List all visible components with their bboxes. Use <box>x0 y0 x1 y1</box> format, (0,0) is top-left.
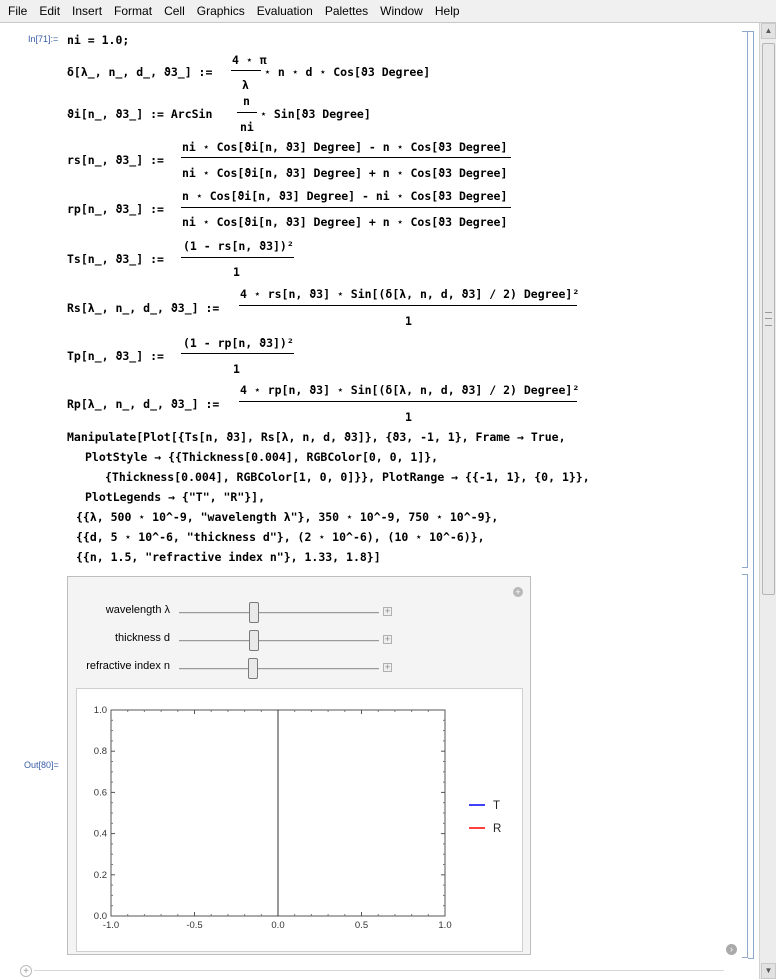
y-tick-label: 0.4 <box>93 828 107 840</box>
cell-insertion-line <box>34 970 724 971</box>
insert-cell-plus-icon[interactable]: + <box>20 965 32 977</box>
code-rs2-den[interactable]: 1 <box>405 314 412 328</box>
menu-edit[interactable]: Edit <box>39 4 61 18</box>
y-tick-label: 0.8 <box>93 746 107 758</box>
code-manipulate-1[interactable]: Manipulate[Plot[{Ts[n, ϑ3], Rs[λ, n, d, ϑ3]}, {ϑ3, -1, 1}, Frame → True, <box>67 430 566 444</box>
slider-expand-icon[interactable]: + <box>384 634 391 644</box>
slider-track[interactable] <box>179 668 379 670</box>
slider-label: wavelength λ <box>105 604 170 616</box>
scroll-down-button[interactable]: ▼ <box>761 963 776 979</box>
code-rs-den[interactable]: ni ⋆ Cos[ϑi[n, ϑ3] Degree] + n ⋆ Cos[ϑ3 Degree] <box>182 166 508 180</box>
code-ts-den[interactable]: 1 <box>233 265 240 279</box>
x-tick-label: 1.0 <box>438 920 452 931</box>
code-delta-den[interactable]: λ <box>242 78 249 92</box>
code-theta-den[interactable]: ni <box>240 120 254 134</box>
code-manipulate-6[interactable]: {{d, 5 ⋆ 10^-6, "thickness d"}, (2 ⋆ 10^-6), (10 ⋆ 10^-6)}, <box>76 530 485 544</box>
code-tp-num[interactable]: (1 - rp[n, ϑ3])² <box>183 336 294 350</box>
menu-help[interactable]: Help <box>434 4 460 18</box>
code-theta-num[interactable]: n <box>243 94 250 108</box>
code-rs2-num[interactable]: 4 ⋆ rs[n, ϑ3] ⋆ Sin[(δ[λ, n, d, ϑ3] / 2) Degree]² <box>240 287 580 301</box>
code-manipulate-2[interactable]: PlotStyle → {{Thickness[0.004], RGBColor[0, 0, 1]}, <box>85 450 439 464</box>
slider-expand-icon[interactable]: + <box>384 662 391 672</box>
code-ts-lhs[interactable]: Ts[n_, ϑ3_] := <box>67 252 164 266</box>
code-theta-lhs[interactable]: ϑi[n_, ϑ3_] := ArcSin <box>67 107 213 121</box>
code-manipulate-3[interactable]: {Thickness[0.004], RGBColor[1, 0, 0]}}, PlotRange → {{-1, 1}, {0, 1}}, <box>105 470 590 484</box>
code-manipulate-5[interactable]: {{λ, 500 ⋆ 10^-9, "wavelength λ"}, 350 ⋆ 10^-9, 750 ⋆ 10^-9}, <box>76 510 499 524</box>
y-tick-label: 0.2 <box>93 869 107 881</box>
cell-insert-icon[interactable]: › <box>726 944 737 955</box>
x-tick-label: 0.0 <box>271 920 285 931</box>
code-delta-rest[interactable]: ⋆ n ⋆ d ⋆ Cos[ϑ3 Degree] <box>264 65 431 79</box>
code-rp-num[interactable]: n ⋆ Cos[ϑi[n, ϑ3] Degree] - ni ⋆ Cos[ϑ3 Degree] <box>182 189 508 203</box>
vertical-scrollbar[interactable] <box>759 23 776 979</box>
code-ts-num[interactable]: (1 - rs[n, ϑ3])² <box>183 239 294 253</box>
slider-track[interactable] <box>179 612 379 614</box>
menu-format[interactable]: Format <box>114 4 153 18</box>
menu-window[interactable]: Window <box>380 4 423 18</box>
x-tick-label: 0.5 <box>354 920 369 931</box>
x-tick-label: -0.5 <box>186 920 203 931</box>
menu-graphics[interactable]: Graphics <box>196 4 245 18</box>
code-rp-lhs[interactable]: rp[n_, ϑ3_] := <box>67 202 164 216</box>
legend-label-r: R <box>493 823 502 835</box>
slider-label: thickness d <box>114 632 170 644</box>
scroll-up-button[interactable]: ▲ <box>761 23 776 39</box>
slider-expand-icon[interactable]: + <box>384 606 391 616</box>
code-rp2-num[interactable]: 4 ⋆ rp[n, ϑ3] ⋆ Sin[(δ[λ, n, d, ϑ3] / 2) Degree]² <box>240 383 580 397</box>
slider-thumb[interactable] <box>249 602 259 623</box>
group-cell-bracket[interactable] <box>748 31 754 959</box>
in-label: In[71]:= <box>28 34 59 44</box>
code-tp-lhs[interactable]: Tp[n_, ϑ3_] := <box>67 349 164 363</box>
code-tp-den[interactable]: 1 <box>233 362 240 376</box>
menu-insert[interactable]: Insert <box>72 4 103 18</box>
slider-row <box>68 602 532 622</box>
menu-evaluation[interactable]: Evaluation <box>256 4 313 18</box>
menu-file[interactable]: File <box>8 4 28 18</box>
code-manipulate-7[interactable]: {{n, 1.5, "refractive index n"}, 1.33, 1.8}] <box>76 550 381 564</box>
code-line-ni[interactable]: ni = 1.0; <box>67 33 130 47</box>
y-tick-label: 0.6 <box>93 787 107 799</box>
out-label: Out[80]= <box>24 760 59 770</box>
code-rp2-lhs[interactable]: Rp[λ_, n_, d_, ϑ3_] := <box>67 397 220 411</box>
slider-label: refractive index n <box>86 660 170 672</box>
slider-row <box>68 658 532 678</box>
code-rp-den[interactable]: ni ⋆ Cos[ϑi[n, ϑ3] Degree] + n ⋆ Cos[ϑ3 Degree] <box>182 215 508 229</box>
code-delta-num[interactable]: 4 ⋆ π <box>232 53 267 67</box>
slider-row <box>68 630 532 650</box>
y-tick-label: 1.0 <box>93 705 107 716</box>
y-tick-label: 0.0 <box>93 911 107 922</box>
code-rs2-lhs[interactable]: Rs[λ_, n_, d_, ϑ3_] := <box>67 301 220 315</box>
manipulate-panel <box>67 576 531 955</box>
x-tick-label: -1.0 <box>102 920 120 931</box>
options-plus-icon[interactable]: + <box>513 587 523 597</box>
menu-cell[interactable]: Cell <box>164 4 185 18</box>
slider-thumb[interactable] <box>249 630 259 651</box>
menu-bar <box>0 0 776 23</box>
slider-thumb[interactable] <box>248 658 258 679</box>
code-rs-lhs[interactable]: rs[n_, ϑ3_] := <box>67 153 164 167</box>
legend-label-t: T <box>493 800 501 812</box>
plot-frame <box>76 688 523 952</box>
code-delta-lhs[interactable]: δ[λ_, n_, d_, ϑ3_] := <box>67 65 213 79</box>
scroll-thumb[interactable] <box>762 43 775 595</box>
menu-palettes[interactable]: Palettes <box>324 4 369 18</box>
code-rp2-den[interactable]: 1 <box>405 410 412 424</box>
code-manipulate-4[interactable]: PlotLegends → {"T", "R"}], <box>85 490 266 504</box>
plot-chart <box>77 689 522 951</box>
code-theta-rest[interactable]: ⋆ Sin[ϑ3 Degree] <box>260 107 371 121</box>
slider-track[interactable] <box>179 640 379 642</box>
code-rs-num[interactable]: ni ⋆ Cos[ϑi[n, ϑ3] Degree] - n ⋆ Cos[ϑ3 Degree] <box>182 140 508 154</box>
